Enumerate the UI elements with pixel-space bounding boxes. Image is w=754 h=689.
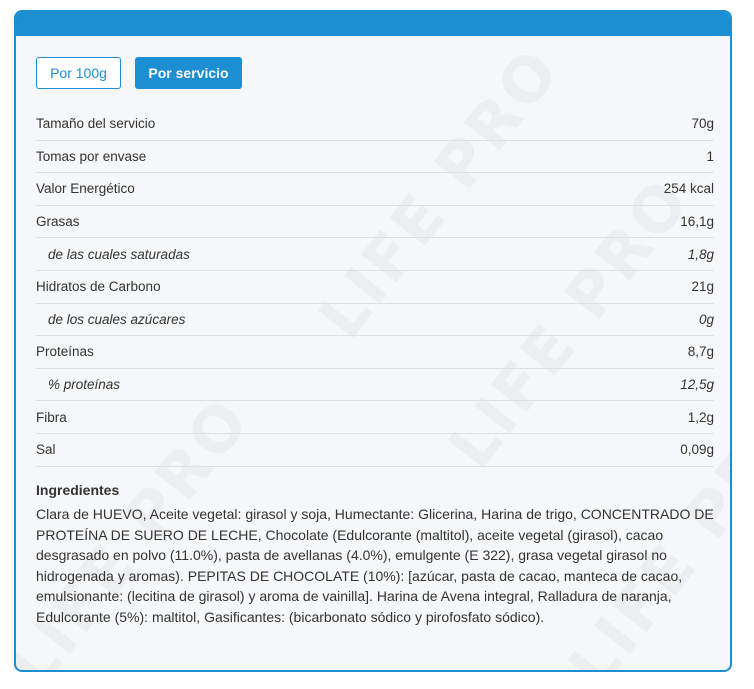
ingredients-section <box>36 482 716 627</box>
nutrition-value: 1,2g <box>687 409 714 425</box>
nutrition-label: Grasas <box>36 214 80 230</box>
ingredients-title: Ingredientes <box>36 482 120 498</box>
nutrition-value: 21g <box>691 279 714 295</box>
nutrition-value: 0,09g <box>680 442 714 458</box>
nutrition-label: Valor Energético <box>36 181 135 197</box>
nutrition-label: Tamaño del servicio <box>36 116 156 132</box>
nutrition-row <box>36 206 714 239</box>
serving-tabs <box>36 57 242 89</box>
nutrition-value: 70g <box>691 116 714 132</box>
nutrition-row <box>36 238 714 271</box>
nutrition-row <box>36 401 714 434</box>
tab-per-100g[interactable]: Por 100g <box>36 57 121 89</box>
nutrition-row <box>36 108 714 141</box>
nutrition-label: Proteínas <box>36 344 94 360</box>
nutrition-label: Fibra <box>36 409 67 425</box>
tab-per-serving[interactable]: Por servicio <box>135 57 242 89</box>
nutrition-table <box>36 108 714 467</box>
nutrition-row <box>36 141 714 174</box>
nutrition-row <box>36 369 714 402</box>
nutrition-row <box>36 271 714 304</box>
nutrition-value: 8,7g <box>687 344 714 360</box>
nutrition-label: de las cuales saturadas <box>48 246 190 262</box>
nutrition-label: Tomas por envase <box>36 148 147 164</box>
nutrition-label: de los cuales azúcares <box>48 311 186 327</box>
nutrition-row <box>36 173 714 206</box>
nutrition-row <box>36 434 714 467</box>
ingredients-text: Clara de HUEVO, Aceite vegetal: girasol y soja, Humectante: Glicerina, Harina de trigo, CONCENTRADO DE PROTEÍNA DE SUERO DE LECHE, Chocolate (Edulcorante (maltitol), aceite vegetal (girasol), cacao desgrasado en polvo (11.0%), pasta de avellanas (4.0%), emulgente (E 322), grasa vegetal girasol no hidrogenada y aromas). PEPITAS DE CHOCOLATE (10%): [azúcar, pasta de cacao, manteca de cacao, emulsionante: (lecitina de girasol) y aroma de vainilla]. Harina de Avena integral, Ralladura de naranja, Edulcorante (5%): maltitol, Gasificantes: (bicarbonato sódico y pirofosfato sódico). <box>36 506 714 625</box>
nutrition-value: 16,1g <box>680 214 714 230</box>
panel-header-bar <box>16 12 730 36</box>
nutrition-row <box>36 336 714 369</box>
nutrition-label: Hidratos de Carbono <box>36 279 161 295</box>
nutrition-value: 0g <box>698 311 714 327</box>
nutrition-value: 12,5g <box>680 377 714 393</box>
nutrition-value: 1 <box>706 148 714 164</box>
nutrition-label: Sal <box>36 442 56 458</box>
nutrition-panel <box>14 10 732 672</box>
nutrition-label: % proteínas <box>48 377 121 393</box>
nutrition-value: 254 kcal <box>663 181 714 197</box>
nutrition-value: 1,8g <box>687 246 714 262</box>
nutrition-row <box>36 304 714 337</box>
